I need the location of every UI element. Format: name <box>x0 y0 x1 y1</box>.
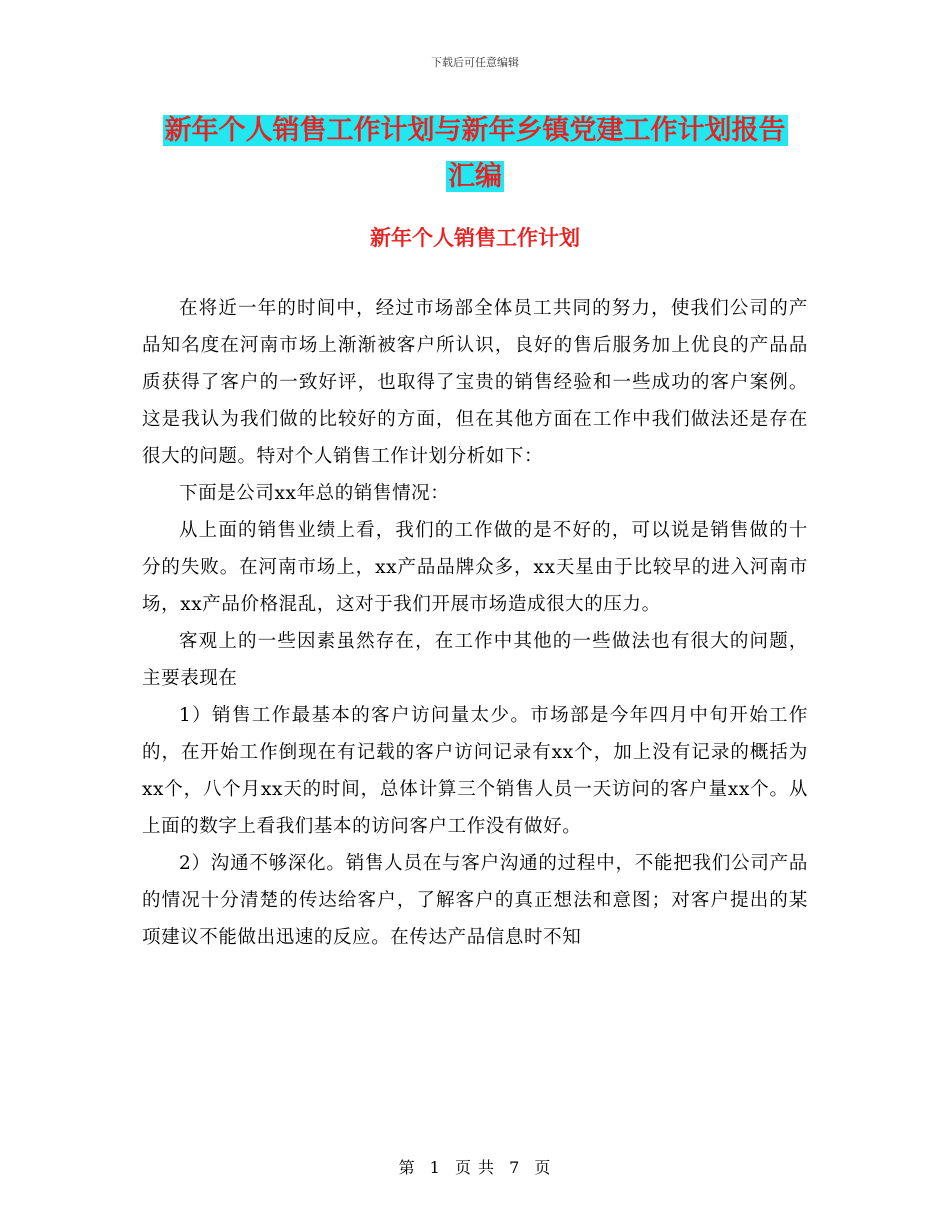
paragraph: 下面是公司xx年总的销售情况： <box>179 483 450 504</box>
paragraph: 客观上的一些因素虽然存在，在工作中其他的一些做法也有很大的问题，主要表现在 <box>142 631 808 689</box>
page-header-note: 下载后可任意编辑 <box>431 56 519 69</box>
document-title <box>140 108 810 200</box>
paragraph: 1）销售工作最基本的客户访问量太少。市场部是今年四月中旬开始工作的，在开始工作倒现在有记载的客户访问记录有xx个，加上没有记录的概括为xx个，八个月xx天的时间，总体计算三个销售人员一天访问的客户量xx个。从上面的数字上看我们基本的访问客户工作没有做好。 <box>142 705 808 837</box>
section-title: 新年个人销售工作计划 <box>370 225 580 250</box>
footer-page-number: 1 <box>429 1158 441 1177</box>
footer-page-suffix: 页 <box>534 1158 552 1177</box>
document-title-line-2: 汇编 <box>448 161 502 192</box>
paragraph: 从上面的销售业绩上看，我们的工作做的是不好的，可以说是销售做的十分的失败。在河南市场上，xx产品品牌众多，xx天星由于比较早的进入河南市场，xx产品价格混乱，这对于我们开展市场造成很大的压力。 <box>142 520 808 615</box>
document-title-line-1: 新年个人销售工作计划与新年乡镇党建工作计划报告 <box>164 115 786 146</box>
paragraph: 在将近一年的时间中，经过市场部全体员工共同的努力，使我们公司的产品知名度在河南市场上渐渐被客户所认识，良好的售后服务加上优良的产品品质获得了客户的一致好评，也取得了宝贵的销售经验和一些成功的客户案例。这是我认为我们做的比较好的方面，但在其他方面在工作中我们做法还是存在很大的问题。特对个人销售工作计划分析如下： <box>142 298 808 467</box>
footer-page-prefix: 第 <box>398 1158 416 1177</box>
footer-page-middle: 页 共 <box>454 1158 496 1177</box>
paragraph: 2）沟通不够深化。销售人员在与客户沟通的过程中，不能把我们公司产品的情况十分清楚的传达给客户，了解客户的真正想法和意图；对客户提出的某项建议不能做出迅速的反应。在传达产品信息时不知 <box>142 853 808 948</box>
footer-page-total: 7 <box>509 1158 521 1177</box>
page-footer <box>0 1155 950 1178</box>
document-body <box>142 290 808 956</box>
